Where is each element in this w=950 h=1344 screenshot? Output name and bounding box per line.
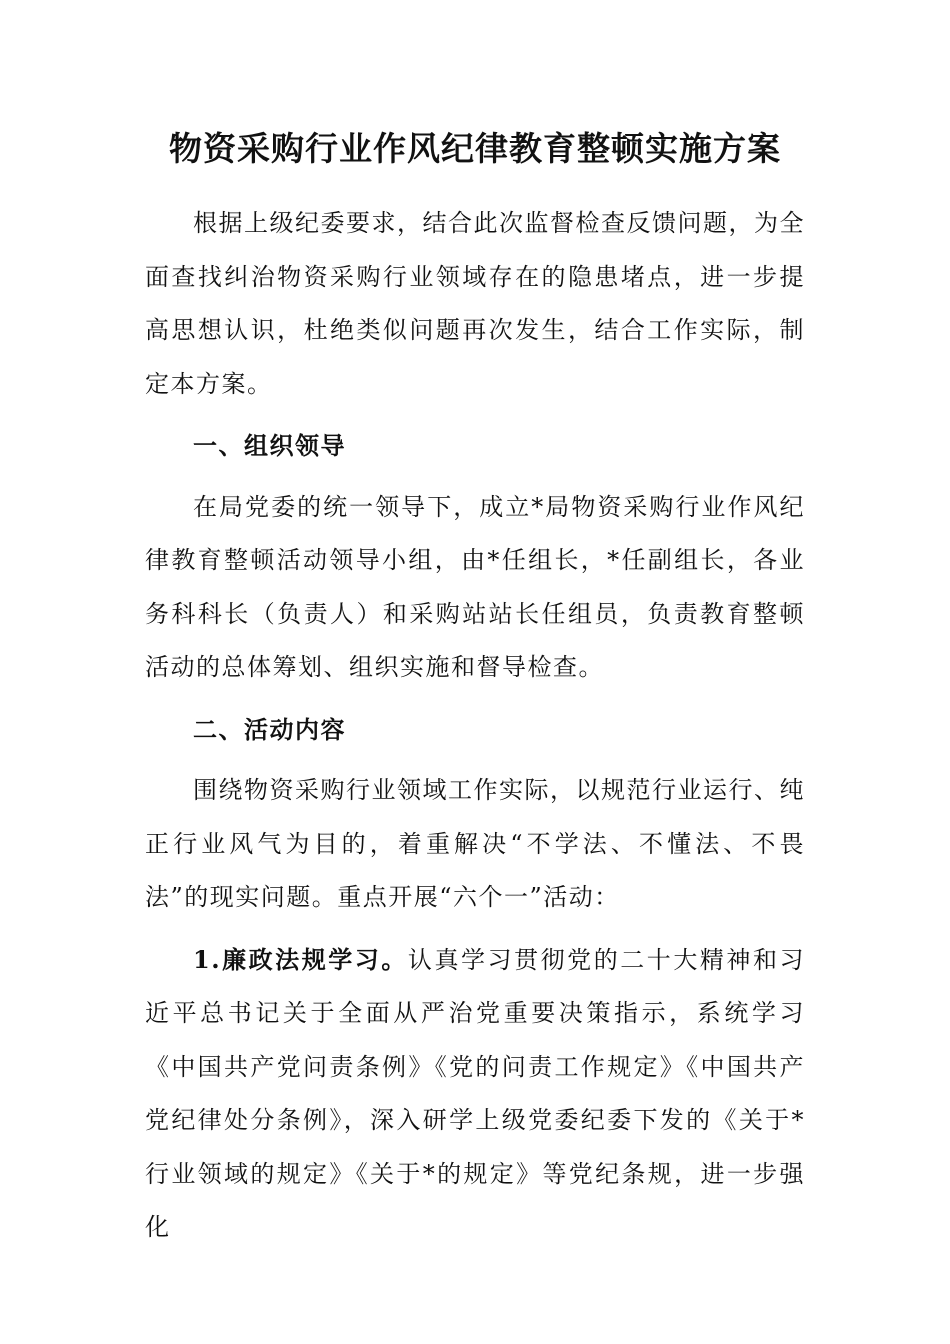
- organization-paragraph: 在局党委的统一领导下，成立*局物资采购行业作风纪律教育整顿活动领导小组，由*任组长，*任副组长，各业务科科长（负责人）和采购站站长任组员，负责教育整顿活动的总体筹划、组织实施和督导检查。: [145, 492, 805, 681]
- intro-paragraph: 根据上级纪委要求，结合此次监督检查反馈问题，为全面查找纠治物资采购行业领域存在的隐患堵点，进一步提高思想认识，杜绝类似问题再次发生，结合工作实际，制定本方案。: [145, 209, 805, 398]
- section-heading-activities: 二、活动内容: [193, 714, 346, 744]
- document-body: [145, 197, 805, 1263]
- item-text-1: 认真学习贯彻党的二十大精神和习近平总书记关于全面从严治党重要决策指示，系统学习《中国共产党问责条例》《党的问责工作规定》《中国共产党纪律处分条例》，深入研学上级党委纪委下发的《关于*行业领域的规定》《关于*的规定》等党纪条规，进一步强化: [145, 945, 806, 1241]
- section-heading-organization: 一、组织领导: [193, 431, 346, 460]
- document-title: 物资采购行业作风纪律教育整顿实施方案: [169, 129, 781, 168]
- activities-paragraph: 围绕物资采购行业领域工作实际，以规范行业运行、纯正行业风气为目的，着重解决“不学法、不懂法、不畏法”的现实问题。重点开展“六个一”活动：: [145, 776, 805, 911]
- item-lead-1: 1.廉政法规学习。: [193, 944, 408, 974]
- item-paragraph-1: [145, 933, 805, 1255]
